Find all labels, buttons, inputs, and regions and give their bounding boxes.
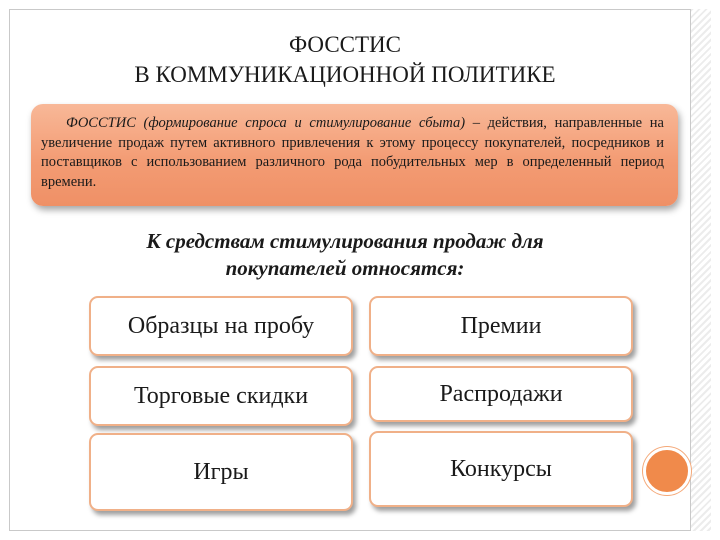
slide-title	[0, 30, 690, 90]
item-card-contests: Конкурсы	[369, 431, 633, 507]
subheading: К средствам стимулирования продаж для покупателей относятся:	[146, 229, 544, 280]
decorative-circle-icon	[643, 447, 691, 495]
item-card-premiums: Премии	[369, 296, 633, 356]
item-card-games: Игры	[89, 433, 353, 511]
definition-term: ФОССТИС (формирование спроса и стимулирование сбыта)	[66, 115, 466, 131]
decorative-side-bar	[690, 9, 711, 531]
item-card-samples: Образцы на пробу	[89, 296, 353, 356]
definition-text: – действия, направленные на увеличение продаж путем активного привлечения к этому процессу покупателей, посредников и поставщиков с использованием различного рода побудительных мер в определенный период времени.	[41, 115, 664, 190]
title-line-1: ФОССТИС	[288, 32, 402, 57]
item-card-sales: Распродажи	[369, 366, 633, 422]
title-line-2: В КОММУНИКАЦИОННОЙ ПОЛИТИКЕ	[134, 62, 556, 87]
definition-box	[31, 104, 678, 206]
item-card-trade-discounts: Торговые скидки	[89, 366, 353, 426]
